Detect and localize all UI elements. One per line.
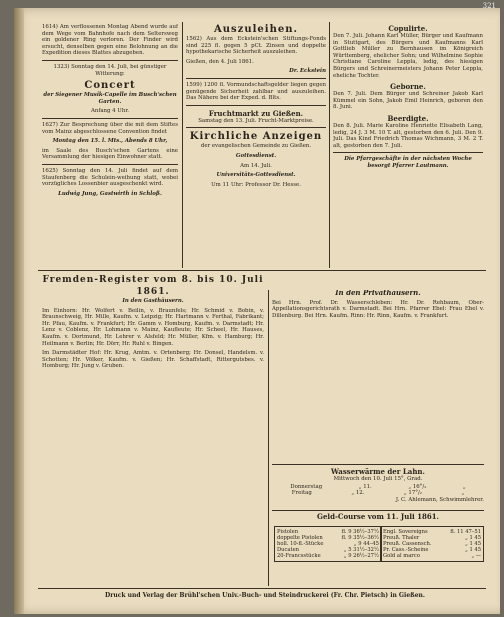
beerdigte-heading: Beerdigte. (387, 113, 429, 123)
book-binding (14, 8, 24, 614)
course-value: „ 5 31½–32½ (343, 547, 379, 553)
section-rule (38, 588, 486, 589)
auszuleihen-signer: Dr. Eckstein (289, 68, 326, 75)
course-name: Pistolen (277, 529, 299, 535)
wasserwaerme-heading: Wasserwärme der Lahn. (331, 467, 425, 476)
privathaeuser-heading: In den Privathäusern. (335, 290, 421, 297)
concert-start: Anfang 4 Uhr. (90, 108, 130, 115)
universitaets-heading: Universitäts-Gottesdienst. (216, 172, 296, 179)
course-name: Gold al marco (383, 553, 420, 559)
course-name: Ducaten (277, 547, 299, 553)
course-value: „ 1 45 (465, 541, 481, 547)
kirchliche-heading: Kirchliche Anzeigen (189, 131, 323, 143)
geld-course-heading: Geld-Course vom 11. Juli 1861. (316, 512, 439, 521)
notice-1599: 1599) 1200 fl. Vormundschaftsgelder liegen gegen genügende Sicherheit zahlbar und auszuleihen. Das Nähere bei der Exped. d. Blts. (186, 81, 326, 102)
divider (186, 105, 326, 106)
divider (186, 127, 326, 128)
fremden-heading: Fremden-Register vom 8. bis 10. Juli 1861. (42, 275, 264, 297)
section-rule (38, 270, 486, 271)
geld-course-table-left (274, 526, 382, 562)
divider (42, 60, 178, 61)
notice-convention-date: Montag den 15. l. Mts., Abends 8 Uhr, (52, 138, 168, 145)
geborene-text: Den 7. Juli. Dem Bürger und Schreiner Jakob Karl Kümmel ein Sohn, Jakob Emil Heinrich, geboren den 8. Juni. (333, 91, 483, 111)
section-rule (272, 464, 484, 465)
column-rule (268, 290, 269, 586)
darmstaedter-hof-text: Im Darmstädter Hof: Hr. Krug, Amtm. v. Ortenberg; Hr. Donsel, Handelsm. v. Schotten; Hr. Völker, Kaufm. v. Gießen; Hr. Schaffstadt, Rittergutsbes. v. Homburg; Hr. Jung v. Gruben. (42, 350, 264, 370)
course-name: Engl. Sovereigns (383, 529, 428, 535)
wasser-unit: „ (461, 490, 465, 497)
auszuleihen-text: 1562) Aus dem Eckstein'schen Stiftungs-Fonds sind 225 fl. gegen 5 pCt. Zinsen und doppelte hypothekarische Sicherheit auszuleihen. (186, 36, 326, 56)
wasserwaerme-section (272, 467, 484, 507)
fruchtmarkt-text: Samstag den 13. Juli. Frucht-Marktpreise. (198, 117, 314, 124)
fremden-register-left (42, 274, 264, 584)
pfarrgeschaefte-note: Die Pfarrgeschäfte in der nächsten Woche besorgt Pfarrer Lautmann. (344, 156, 472, 169)
course-value: fl. 9 35½–36½ (341, 535, 379, 541)
course-value: „ 1 45 (465, 535, 481, 541)
wasserwaerme-row (272, 490, 484, 497)
universitaets-text: Um 11 Uhr: Professor Dr. Hesse. (211, 181, 301, 188)
column-auszuleihen (186, 24, 326, 268)
wasser-date: „ 12. (351, 490, 365, 497)
divider (42, 164, 178, 165)
course-value: „ 9 44–45 (353, 541, 379, 547)
geborene-heading: Geborne. (390, 82, 426, 92)
printer-imprint: Druck und Verlag der Brühl'schen Univ.-Buch- und Steindruckerei (Fr. Chr. Pietsch) in Gießen. (105, 592, 425, 599)
course-name: Pr. Cass.-Scheine (383, 547, 429, 553)
course-name: Preuß. Thaler (383, 535, 420, 541)
course-value: „ — (471, 553, 481, 559)
copulirte-heading: Copulirte. (388, 24, 428, 33)
concert-orchestra: der Siegener Musik-Capelle im Busch'schen Garten. (43, 92, 177, 105)
section-rule (272, 510, 484, 511)
privathaeuser-text: Bei Hrn. Prof. Dr. Wasserschleben: Hr. Dr. Rehbaum, Ober-Appellationsgerichtsrath v. Darmstadt. Bei Hrn. Pfarrer Ebel: Frau Ebel v. Dillenburg. Bei Hrn. Kaufm. Rinn: Hr. Rinn, Kaufm. v. Frankfurt. (272, 299, 484, 319)
wasser-temp: „ 16°/₂ (408, 483, 427, 490)
wasser-day: Donnerstag (290, 483, 323, 490)
wasser-unit: „ (462, 483, 466, 490)
fremden-register-right (272, 290, 484, 410)
column-civil-register (333, 24, 483, 268)
course-name: Preuß. Cassensch. (383, 541, 432, 547)
wasser-date: „ 11. (358, 483, 372, 490)
wasserwaerme-row (272, 484, 484, 491)
course-row (277, 553, 379, 559)
notice-convention: 1627) Zur Besprechung über die mit dem Stiftes vom Mainz abgeschlossene Convention findet (42, 121, 178, 135)
wasser-day: Freitag (291, 490, 312, 497)
wasserwaerme-note: J. C. Ahlemann, Schwimmlehrer. (395, 496, 484, 503)
page-number: 321 (482, 2, 496, 10)
beerdigte-text: Den 8. Juli. Marie Karoline Henriette Elisabeth Lang, ledig, 24 J. 3 M. 10 T. alt, gestorben den 6. Juli. Den 9. Juli. Das Kind Friedrich Thomas Wichmann, 3 M. 2 T. alt, gestorben den 7. Juli. (333, 122, 483, 149)
notice-lost-ring: 1614) Am verflossenen Montag Abend wurde auf dem Wege vom Bahnhofe nach dem Seltersweg ein goldener Ring verloren. Der Finder wird ersucht, denselben gegen eine Belohnung an die Expedition dieses Blattes abzugeben. (42, 24, 178, 57)
course-name: doppelte Pistolen (277, 535, 323, 541)
auszuleihen-place: Gießen, den 4. Juli 1861. (186, 58, 254, 65)
auszuleihen-heading: Auszuleihen. (214, 24, 298, 35)
course-value: „ 9 26½–27½ (343, 553, 379, 559)
copulirte-text: Den 7. Juli. Johann Karl Müller, Bürger und Kaufmann in Stuttgart, des Bürgers und Kaufmanns Karl Gottlieb Müller zu Bernhausen im Königreich Württemberg, ehelicher Sohn; und Wilhelmine Sophie Christiane Caroline Leppla, ledig, des hiesigen Bürgers und Schreinermeisters Johann Peter Leppla, eheliche Tochter. (333, 33, 483, 79)
geld-course-table-right (380, 526, 484, 562)
notice-convention-place: im Saale des Busch'schen Gartens eine Versammlung der hiesigen Einwohner statt. (42, 147, 178, 161)
gasthaeuser-heading: In den Gasthäusern. (122, 298, 184, 304)
divider (42, 118, 178, 119)
notice-schuleinweihung: 1625) Sonntag den 14. Juli findet auf dem Staufenberg die Schulein-weihung statt, wobei vorzügliches Lossenbier ausgeschenkt wird. (42, 167, 178, 188)
kirchliche-subheading: der evangelischen Gemeinde zu Gießen. (200, 143, 312, 150)
column-notices (42, 24, 178, 264)
course-name: 20-Francsstücke (277, 553, 321, 559)
gottesdienst-heading: Gottesdienst. (235, 152, 277, 159)
fruchtmarkt-heading: Fruchtmarkt zu Gießen. (208, 108, 304, 118)
course-name: holl. 10-fl.-Stücke (277, 541, 324, 547)
notice-concert-date: 1323) Sonntag den 14. Juli, bei günstiger Witterung: (53, 63, 167, 77)
column-rule (182, 22, 183, 268)
course-value: „ 1 45 (465, 547, 481, 553)
course-value: fl. 9 36½–37½ (341, 529, 379, 535)
course-value: fl. 11 47–51 (450, 529, 481, 535)
wasser-temp: „ 17°/₂ (403, 490, 422, 497)
wasserwaerme-subheading: Mittwoch den 10. Juli 15°, Grad. (333, 476, 423, 482)
divider (186, 78, 326, 79)
gottesdienst-date: Am 14. Juli. (240, 162, 272, 169)
concert-heading: Concert (84, 80, 136, 92)
fremden-text: Im Einhorn: Hr. Wolfert v. Beilin, v. Braunfels; Hr. Schmid v. Bobin, v. Braunschweig, Hr. Mille, Kaufm. v. Leipzig; Hr. Hartmann v. Ferthal, Fabrikant; Hr. Pfau, Kaufm. v. Frankfurt; Hr. Gamm v. Homburg, Kaufm. v. Darmstadt; Hr. Lenz v. Coblenz, Hr. Lohmann v. Mainz, Kaufleute; Hr. Scheel, Hr. Hauses, Kaufm. v. Dortmund, Hr. Lehrer v. Alsfeld; Hr. Müller, Kfm. v. Hamburg; Hr. Heilmann v. Berlin; Hr. Dörr, Hr. Ruhl v. Bingen. (42, 307, 264, 347)
column-rule (329, 22, 330, 268)
course-row (383, 553, 481, 559)
divider (333, 152, 483, 153)
notice-signature: Ludwig Jung, Gastwirth in Schloß. (58, 190, 162, 197)
